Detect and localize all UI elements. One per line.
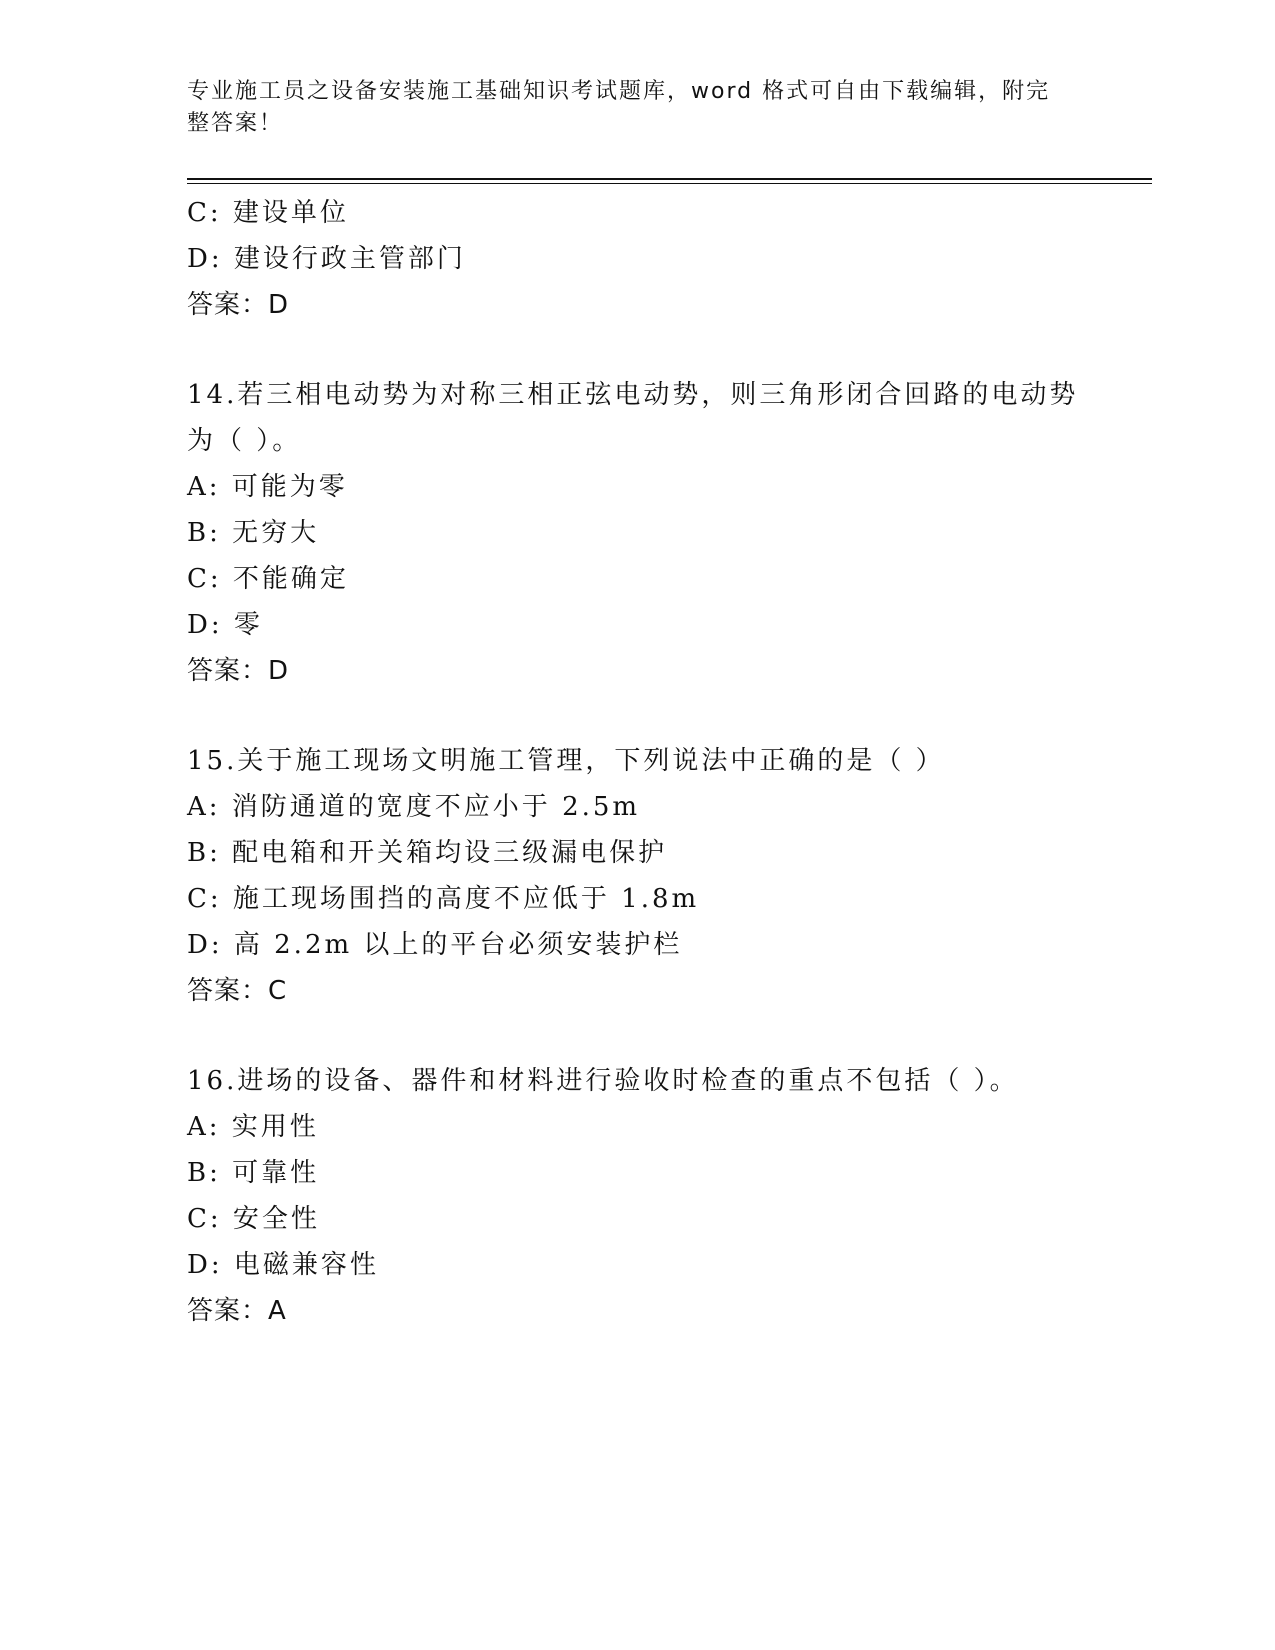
- option-b: B: 配电箱和开关箱均设三级漏电保护: [187, 838, 668, 868]
- option-d: D: 建设行政主管部门: [187, 244, 466, 274]
- option-b: B: 无穷大: [187, 518, 320, 548]
- spacer: [187, 328, 1147, 372]
- question-content: [187, 190, 1147, 1334]
- question-title: 14.若三相电动势为对称三相正弦电动势，则三角形闭合回路的电动势为（ ）。: [187, 380, 1079, 456]
- answer-line: 答案：A: [187, 1296, 287, 1326]
- option-b: B: 可靠性: [187, 1158, 320, 1188]
- option-c: C: 安全性: [187, 1204, 320, 1234]
- option-d: D: 电磁兼容性: [187, 1250, 379, 1280]
- answer-line: 答案：C: [187, 976, 288, 1006]
- question-title: 16.进场的设备、器件和材料进行验收时检查的重点不包括（ ）。: [187, 1066, 1019, 1096]
- question-title: 15.关于施工现场文明施工管理，下列说法中正确的是（ ）: [187, 746, 945, 776]
- option-c: C: 施工现场围挡的高度不应低于 1.8m: [187, 884, 700, 914]
- question-block-15: [187, 738, 1147, 1014]
- option-d: D: 高 2.2m 以上的平台必须安装护栏: [187, 930, 683, 960]
- spacer: [187, 694, 1147, 738]
- question-block-16: [187, 1058, 1147, 1334]
- spacer: [187, 1014, 1147, 1058]
- header-divider-thin: [187, 183, 1152, 184]
- option-c: C: 建设单位: [187, 198, 349, 228]
- header-divider-thick: [187, 178, 1152, 180]
- answer-line: 答案：D: [187, 656, 290, 686]
- document-header: 专业施工员之设备安装施工基础知识考试题库，word 格式可自由下载编辑，附完整答案！: [187, 79, 1051, 136]
- option-a: A: 实用性: [187, 1112, 319, 1142]
- answer-line: 答案：D: [187, 290, 290, 320]
- option-a: A: 可能为零: [187, 472, 348, 502]
- question-block-14: [187, 372, 1147, 694]
- prev-question-block: [187, 190, 1147, 328]
- option-c: C: 不能确定: [187, 564, 349, 594]
- option-a: A: 消防通道的宽度不应小于 2.5m: [187, 792, 641, 822]
- option-d: D: 零: [187, 610, 263, 640]
